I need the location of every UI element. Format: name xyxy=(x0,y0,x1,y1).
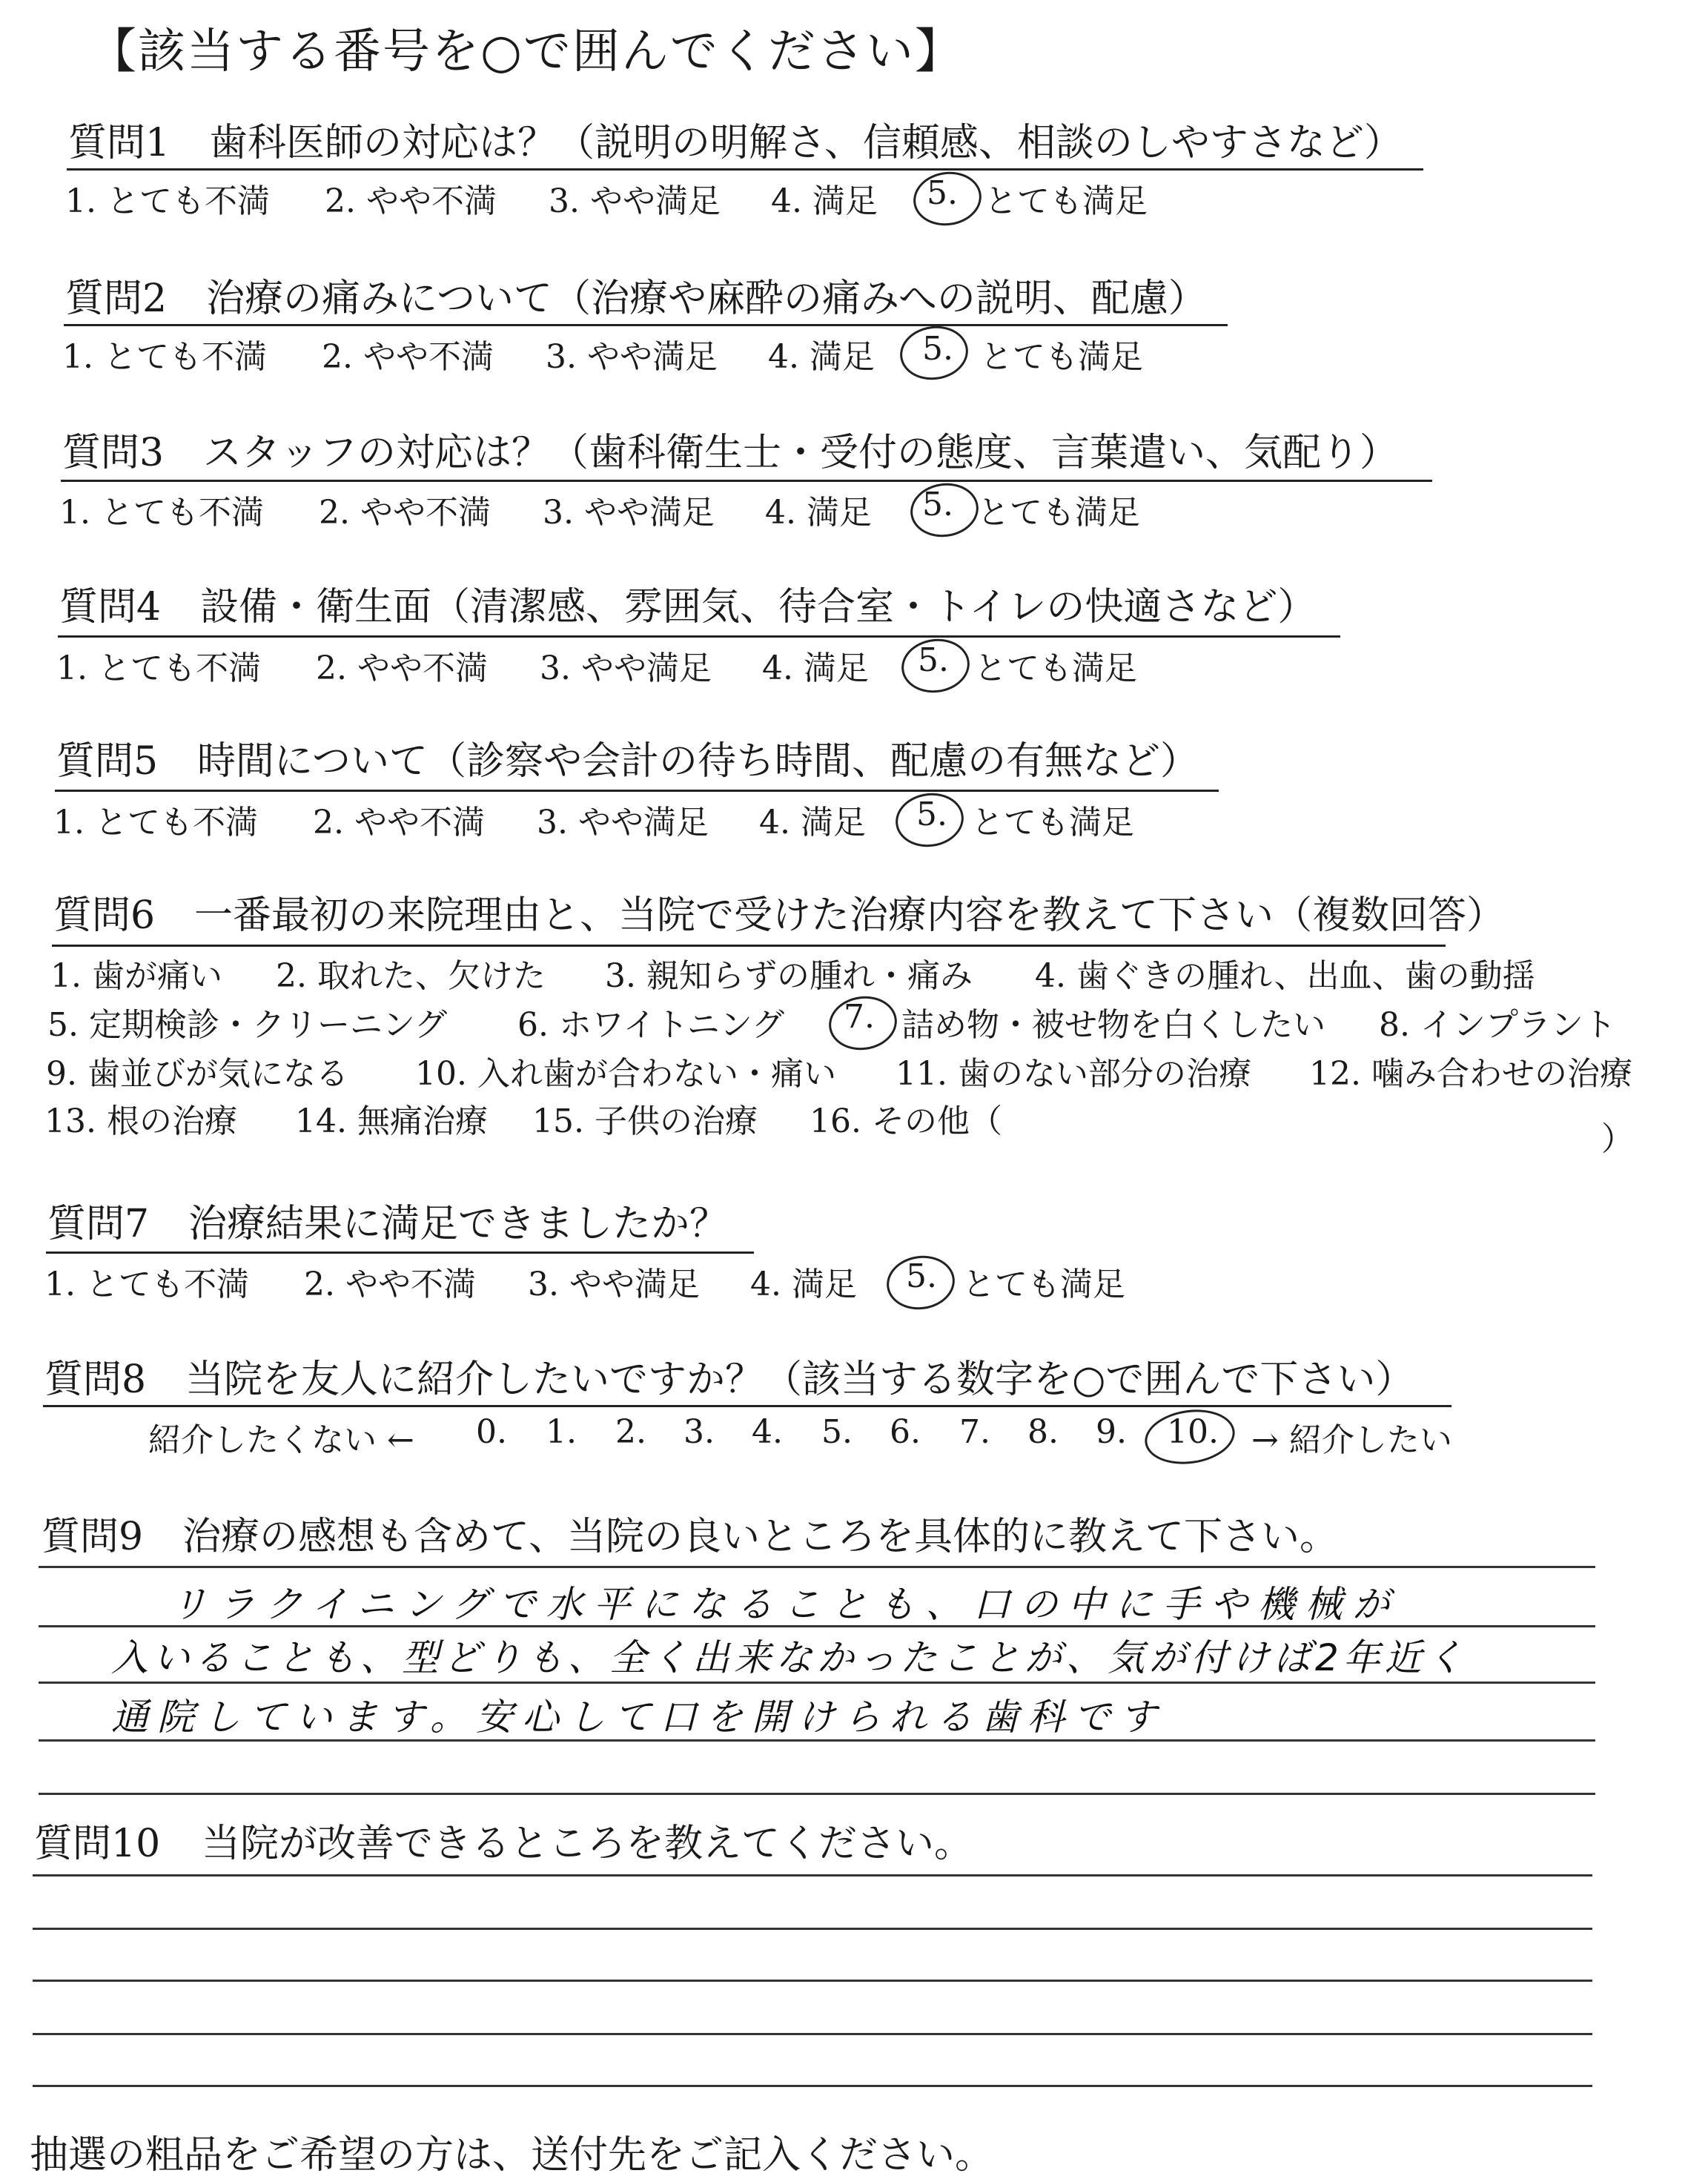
q2-option-4[interactable]: 4. 満足 xyxy=(768,338,875,376)
q10-text: 当院が改善できるところを教えてください。 xyxy=(202,1822,973,1866)
q4-options xyxy=(0,641,1708,686)
q2-option-5-label: とても満足 xyxy=(980,338,1143,376)
q7-label: 質問7 xyxy=(47,1202,150,1246)
q8-underline xyxy=(43,1405,1452,1407)
q4-option-5[interactable]: 5. xyxy=(918,641,949,679)
q4-option-1[interactable]: 1. とても不満 xyxy=(56,649,261,687)
q7-option-1[interactable]: 1. とても不満 xyxy=(44,1266,249,1303)
q6-options-row-4 xyxy=(0,1094,1708,1158)
q3-underline xyxy=(61,480,1432,482)
q3-options xyxy=(0,486,1708,530)
q6-option-12[interactable]: 12. 噛み合わせの治療 xyxy=(1309,1055,1632,1093)
q8-option-7[interactable]: 7. xyxy=(959,1413,990,1451)
q4-option-3[interactable]: 3. やや満足 xyxy=(540,649,712,687)
q3-option-5[interactable]: 5. xyxy=(922,486,953,523)
q9-handwritten-line-1: リラクイニングで水平になることも、口の中に手や機械が xyxy=(171,1583,1400,1626)
q1-option-5[interactable]: 5. xyxy=(927,174,958,212)
q7-option-4[interactable]: 4. 満足 xyxy=(750,1266,857,1303)
q4-option-5-label: とても満足 xyxy=(974,649,1137,687)
q2-option-3[interactable]: 3. やや満足 xyxy=(546,338,718,376)
q9-handwritten-line-3: 通院しています。安心して口を開けられる歯科です xyxy=(111,1696,1165,1739)
page-title: 【該当する番号を○で囲んでください】 xyxy=(89,24,964,79)
q7-underline xyxy=(46,1251,754,1254)
q8-option-2[interactable]: 2. xyxy=(615,1413,646,1451)
q10-answer-line-3 xyxy=(33,1980,1592,1982)
q10-answer-line-1 xyxy=(33,1874,1592,1877)
q7-text: 治療結果に満足できましたか？ xyxy=(188,1202,729,1246)
q1-option-3[interactable]: 3. やや満足 xyxy=(549,182,721,220)
q6-option-8[interactable]: 8. インプラント xyxy=(1379,1006,1616,1044)
q6-option-5[interactable]: 5. 定期検診・クリーニング xyxy=(47,1006,448,1044)
q3-option-1[interactable]: 1. とても不満 xyxy=(59,494,264,532)
q3-label: 質問3 xyxy=(62,431,165,475)
q5-options xyxy=(0,796,1708,840)
q6-option-4[interactable]: 4. 歯ぐきの腫れ、出血、歯の動揺 xyxy=(1035,957,1535,995)
q4-option-2[interactable]: 2. やや不満 xyxy=(316,649,488,687)
q8-scale-right-label: → 紹介したい xyxy=(1251,1421,1452,1459)
q3-option-4[interactable]: 4. 満足 xyxy=(765,494,872,532)
q5-option-4[interactable]: 4. 満足 xyxy=(759,804,866,841)
q6-text: 一番最初の来院理由と、当院で受けた治療内容を教えて下さい（複数回答） xyxy=(194,893,1506,938)
q1-option-5-label: とても満足 xyxy=(984,182,1148,220)
q6-option-9[interactable]: 9. 歯並びが気になる xyxy=(46,1055,348,1093)
q2-option-5[interactable]: 5. xyxy=(922,330,953,368)
q5-option-1[interactable]: 1. とても不満 xyxy=(53,804,258,841)
q8-scale-left-label: 紹介したくない ← xyxy=(148,1421,414,1459)
q4-underline xyxy=(58,635,1340,638)
q5-option-3[interactable]: 3. やや満足 xyxy=(537,804,709,841)
q8-option-1[interactable]: 1. xyxy=(546,1413,577,1451)
q6-option-1[interactable]: 1. 歯が痛い xyxy=(50,957,222,995)
q9-text: 治療の感想も含めて、当院の良いところを具体的に教えて下さい。 xyxy=(182,1515,1338,1559)
q4-option-4[interactable]: 4. 満足 xyxy=(762,649,869,687)
q2-text: 治療の痛みについて（治療や麻酔の痛みへの説明、配慮） xyxy=(206,277,1207,321)
q2-underline xyxy=(64,324,1228,326)
q6-option-11[interactable]: 11. 歯のない部分の治療 xyxy=(896,1055,1251,1093)
q4-label: 質問4 xyxy=(59,585,162,629)
q5-option-5[interactable]: 5. xyxy=(916,796,947,833)
q6-option-7[interactable]: 7. xyxy=(844,998,875,1036)
q9-answer-line-3 xyxy=(39,1682,1595,1684)
q5-text: 時間について（診察や会計の待ち時間、配慮の有無など） xyxy=(197,739,1199,784)
q7-option-3[interactable]: 3. やや満足 xyxy=(528,1266,700,1303)
q1-underline xyxy=(67,168,1423,171)
q6-option-7-label: 詰め物・被せ物を白くしたい xyxy=(901,1006,1325,1044)
q2-label: 質問2 xyxy=(65,277,168,321)
q2-option-1[interactable]: 1. とても不満 xyxy=(62,338,267,376)
q1-option-1[interactable]: 1. とても不満 xyxy=(65,182,270,220)
q8-text: 当院を友人に紹介したいですか？（該当する数字を○で囲んで下さい） xyxy=(185,1358,1414,1402)
q6-option-15[interactable]: 15. 子供の治療 xyxy=(532,1102,758,1140)
q3-option-5-label: とても満足 xyxy=(977,494,1140,532)
q7-options xyxy=(0,1257,1708,1302)
q5-option-5-label: とても満足 xyxy=(971,804,1134,841)
q7-option-5-label: とても満足 xyxy=(962,1266,1125,1303)
q10-answer-line-4 xyxy=(33,2033,1592,2035)
q6-option-13[interactable]: 13. 根の治療 xyxy=(44,1102,237,1140)
q10-label: 質問10 xyxy=(34,1822,161,1866)
q8-option-0[interactable]: 0. xyxy=(476,1413,507,1451)
q4-text: 設備・衛生面（清潔感、雰囲気、待合室・トイレの快適さなど） xyxy=(200,585,1317,629)
q6-options-row-3 xyxy=(0,1047,1708,1091)
q9-label: 質問9 xyxy=(42,1515,144,1559)
q7-option-2[interactable]: 2. やや不満 xyxy=(304,1266,476,1303)
q5-option-2[interactable]: 2. やや不満 xyxy=(313,804,485,841)
q6-option-2[interactable]: 2. 取れた、欠けた xyxy=(276,957,546,995)
q9-handwritten-line-2: 入いることも、型どりも、全く出来なかったことが、気が付けば2年近く xyxy=(111,1636,1468,1679)
q8-option-10[interactable]: 10. xyxy=(1167,1413,1219,1451)
q3-option-2[interactable]: 2. やや不満 xyxy=(319,494,491,532)
q8-option-6[interactable]: 6. xyxy=(890,1413,921,1451)
q6-option-14[interactable]: 14. 無痛治療 xyxy=(295,1102,488,1140)
q6-option-16-close: ） xyxy=(1601,1120,1634,1158)
q9-answer-line-1 xyxy=(39,1566,1595,1568)
q1-options xyxy=(0,174,1708,219)
q8-option-5[interactable]: 5. xyxy=(821,1413,853,1451)
q10-answer-line-5 xyxy=(33,2085,1592,2087)
q1-text: 歯科医師の対応は？（説明の明解さ、信頼感、相談のしやすさなど） xyxy=(209,121,1403,165)
footer-note: 抽選の粗品をご希望の方は、送付先をご記入ください。 xyxy=(30,2133,994,2178)
q2-options xyxy=(0,330,1708,374)
q8-option-4[interactable]: 4. xyxy=(752,1413,783,1451)
q6-underline xyxy=(52,945,1446,947)
q2-option-2[interactable]: 2. やや不満 xyxy=(322,338,494,376)
q3-option-3[interactable]: 3. やや満足 xyxy=(543,494,715,532)
q8-label: 質問8 xyxy=(44,1358,147,1402)
q5-label: 質問5 xyxy=(56,739,159,784)
q1-label: 質問1 xyxy=(68,121,171,165)
q8-option-8[interactable]: 8. xyxy=(1027,1413,1059,1451)
q6-option-10[interactable]: 10. 入れ歯が合わない・痛い xyxy=(415,1055,836,1093)
q1-option-4[interactable]: 4. 満足 xyxy=(771,182,878,220)
q8-scale xyxy=(0,1413,1708,1458)
q3-text: スタッフの対応は？（歯科衛生士・受付の態度、言葉遣い、気配り） xyxy=(203,431,1399,475)
q1-option-2[interactable]: 2. やや不満 xyxy=(325,182,497,220)
q6-option-6[interactable]: 6. ホワイトニング xyxy=(517,1006,785,1044)
q6-label: 質問6 xyxy=(53,893,156,938)
q8-option-3[interactable]: 3. xyxy=(683,1413,715,1451)
q6-option-3[interactable]: 3. 親知らずの腫れ・痛み xyxy=(605,957,973,995)
q8-option-9[interactable]: 9. xyxy=(1096,1413,1127,1451)
q5-underline xyxy=(55,790,1219,792)
q6-option-16[interactable]: 16. その他（ xyxy=(810,1102,1002,1140)
q7-option-5[interactable]: 5. xyxy=(906,1257,937,1295)
q9-answer-line-5 xyxy=(39,1793,1595,1795)
q10-answer-line-2 xyxy=(33,1928,1592,1930)
q6-options-row-1 xyxy=(0,949,1708,993)
